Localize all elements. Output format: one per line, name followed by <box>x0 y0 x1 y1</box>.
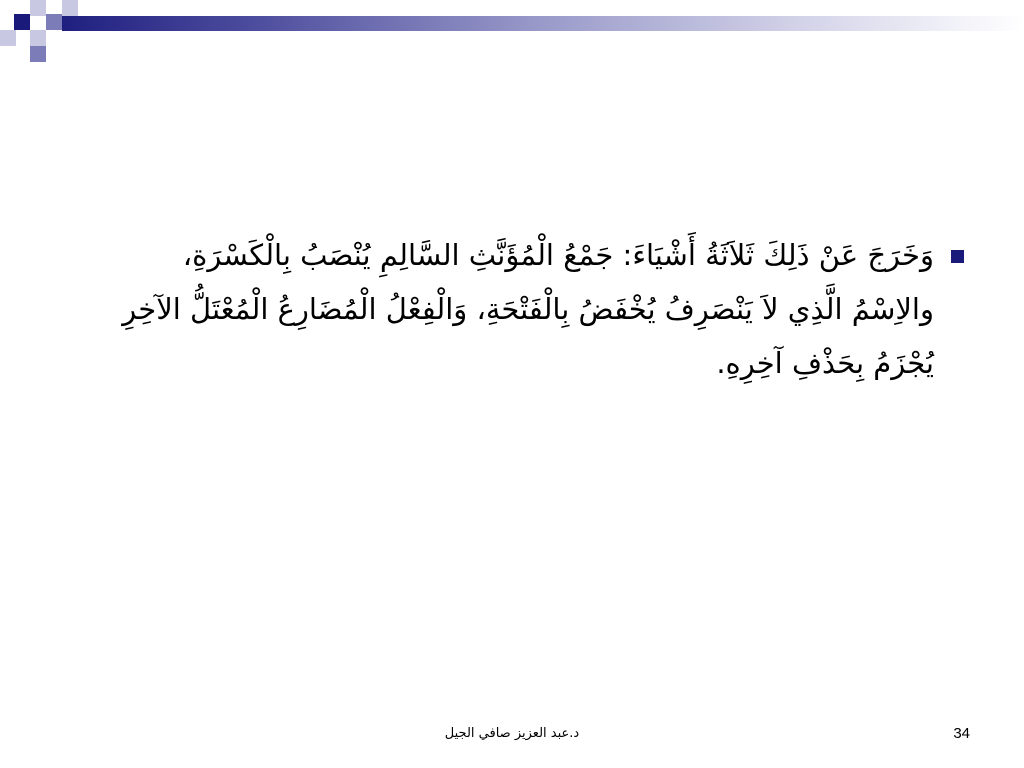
header-square <box>62 0 78 16</box>
page-number: 34 <box>953 725 970 742</box>
header-decoration <box>0 0 1024 64</box>
header-gradient-bar <box>62 16 1024 31</box>
header-square <box>30 0 46 16</box>
header-square <box>30 46 46 62</box>
bullet-item <box>96 228 934 390</box>
slide-content <box>96 228 934 390</box>
header-square <box>46 14 62 30</box>
header-square <box>14 14 30 30</box>
header-square <box>30 30 46 46</box>
bullet-text: وَخَرَجَ عَنْ ذَلِكَ ثَلاَثَةُ أَشْيَاءَ: جَمْعُ الْمُؤَنَّثِ السَّالِمِ يُنْصَبُ بِالْكَسْرَةِ، والاِسْمُ الَّذِي لاَ يَنْصَرِفُ يُخْفَضُ بِالْفَتْحَةِ، وَالْفِعْلُ الْمُضَارِعُ الْمُعْتَلُّ الآخِرِ يُجْزَمُ بِحَذْفِ آخِرِهِ. <box>122 238 934 380</box>
header-square <box>0 30 16 46</box>
square-bullet-icon <box>951 250 964 263</box>
footer-author: د.عبد العزيز صافي الجيل <box>444 726 580 741</box>
